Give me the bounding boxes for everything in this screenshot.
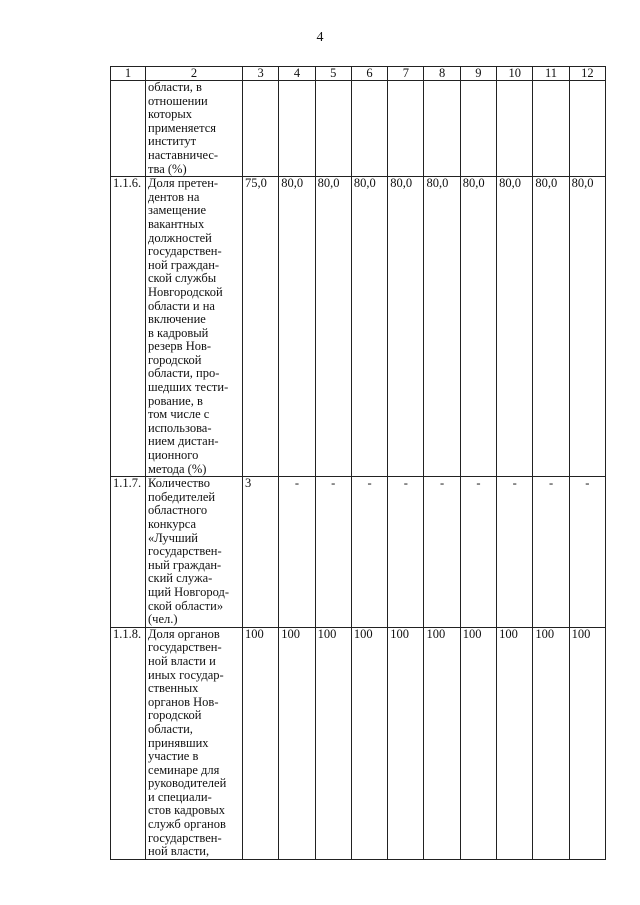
value-cell-col-9: - [460,477,496,628]
description-line: Количество [148,476,210,491]
value-cell-col-7: 80,0 [388,177,424,477]
value-cell-col-6: 80,0 [351,177,387,477]
value-cell-col-12 [569,81,605,177]
row-number [111,81,146,177]
description-line: городской [148,708,202,723]
description-line: областного [148,503,208,518]
description-line: стов кадровых [148,803,225,818]
description-line: победителей [148,489,216,504]
value-cell-col-3: 75,0 [243,177,279,477]
description-line: области, [148,721,193,736]
indicators-table [110,66,606,860]
description-line: государствен- [148,640,222,655]
description-line: должностей [148,230,212,245]
description-line: государствен- [148,244,222,259]
description-line: руководителей [148,776,227,791]
value-cell-col-12: 100 [569,627,605,859]
column-header-8: 8 [424,67,460,81]
description-line: семинаре для [148,762,220,777]
description-line: которых [148,107,192,122]
description-line: Новгородской [148,284,223,299]
description-line: вакантных [148,216,205,231]
description-line: принявших [148,735,209,750]
table-row [111,477,606,628]
value-cell-col-5 [315,81,351,177]
description-line: государствен- [148,544,222,559]
description-line: участие в [148,749,199,764]
value-cell-col-8: 100 [424,627,460,859]
table-row [111,177,606,477]
value-cell-col-6: 100 [351,627,387,859]
description-line: резерв Нов- [148,339,212,354]
column-header-12: 12 [569,67,605,81]
value-cell-col-6: - [351,477,387,628]
description-line: и специали- [148,789,212,804]
header-row [111,67,606,81]
description-line: государствен- [148,830,222,845]
description-line: ционного [148,448,199,463]
value-cell-col-12: - [569,477,605,628]
description-line: институт [148,134,197,149]
value-cell-col-3: 100 [243,627,279,859]
description-line: городской [148,352,202,367]
row-number: 1.1.6. [111,177,146,477]
description-line: шедших тести- [148,380,229,395]
column-header-11: 11 [533,67,569,81]
description-line: иных государ- [148,667,224,682]
table-row [111,81,606,177]
value-cell-col-3: 3 [243,477,279,628]
description-line: служб органов [148,817,226,832]
value-cell-col-7: - [388,477,424,628]
value-cell-col-4 [279,81,315,177]
description-line: органов Нов- [148,694,219,709]
description-line: «Лучший [148,530,198,545]
description-line: том числе с [148,407,210,422]
value-cell-col-10: 80,0 [497,177,533,477]
column-header-3: 3 [243,67,279,81]
value-cell-col-11: 80,0 [533,177,569,477]
description-line: отношении [148,93,208,108]
description-line: ской области» [148,598,224,613]
description-line: тва (%) [148,161,187,176]
column-header-4: 4 [279,67,315,81]
row-number: 1.1.8. [111,627,146,859]
value-cell-col-5: - [315,477,351,628]
page-number: 4 [316,30,324,45]
indicator-description [146,81,243,177]
value-cell-col-4: - [279,477,315,628]
description-line: Доля претен- [148,176,219,191]
value-cell-col-9: 80,0 [460,177,496,477]
indicator-description [146,177,243,477]
description-line: ной власти и [148,653,216,668]
value-cell-col-10: 100 [497,627,533,859]
indicator-description [146,477,243,628]
description-line: рование, в [148,393,203,408]
description-line: ной граждан- [148,257,220,272]
description-line: Доля органов [148,626,220,641]
description-line: области, про- [148,366,220,381]
description-line: (чел.) [148,612,178,627]
value-cell-col-9 [460,81,496,177]
description-line: нием дистан- [148,434,219,449]
value-cell-col-8 [424,81,460,177]
value-cell-col-3 [243,81,279,177]
value-cell-col-8: 80,0 [424,177,460,477]
value-cell-col-10: - [497,477,533,628]
description-line: ной власти, [148,844,210,859]
description-line: наставничес- [148,147,219,162]
value-cell-col-4: 100 [279,627,315,859]
description-line: щий Новгород- [148,584,230,599]
description-line: метода (%) [148,461,207,476]
value-cell-col-10 [497,81,533,177]
description-line: в кадровый [148,325,209,340]
value-cell-col-6 [351,81,387,177]
value-cell-col-8: - [424,477,460,628]
value-cell-col-11 [533,81,569,177]
description-line: конкурса [148,517,197,531]
table-row [111,627,606,859]
value-cell-col-5: 80,0 [315,177,351,477]
description-line: дентов на [148,189,200,204]
column-header-10: 10 [497,67,533,81]
description-line: области и на [148,298,215,313]
value-cell-col-11: 100 [533,627,569,859]
column-header-1: 1 [111,67,146,81]
description-line: ский служа- [148,571,213,586]
table-body [111,81,606,860]
value-cell-col-7 [388,81,424,177]
description-line: замещение [148,203,207,218]
value-cell-col-12: 80,0 [569,177,605,477]
description-line: ской службы [148,271,217,286]
value-cell-col-5: 100 [315,627,351,859]
description-line: применяется [148,120,216,135]
description-line: ственных [148,681,199,696]
indicator-description [146,627,243,859]
value-cell-col-9: 100 [460,627,496,859]
row-number: 1.1.7. [111,477,146,628]
description-line: использова- [148,420,212,435]
value-cell-col-11: - [533,477,569,628]
column-header-9: 9 [460,67,496,81]
column-header-6: 6 [351,67,387,81]
column-header-7: 7 [388,67,424,81]
value-cell-col-4: 80,0 [279,177,315,477]
column-header-2: 2 [146,67,243,81]
column-header-5: 5 [315,67,351,81]
value-cell-col-7: 100 [388,627,424,859]
description-line: ный граждан- [148,557,222,572]
description-line: включение [148,312,206,327]
description-line: области, в [148,80,202,94]
